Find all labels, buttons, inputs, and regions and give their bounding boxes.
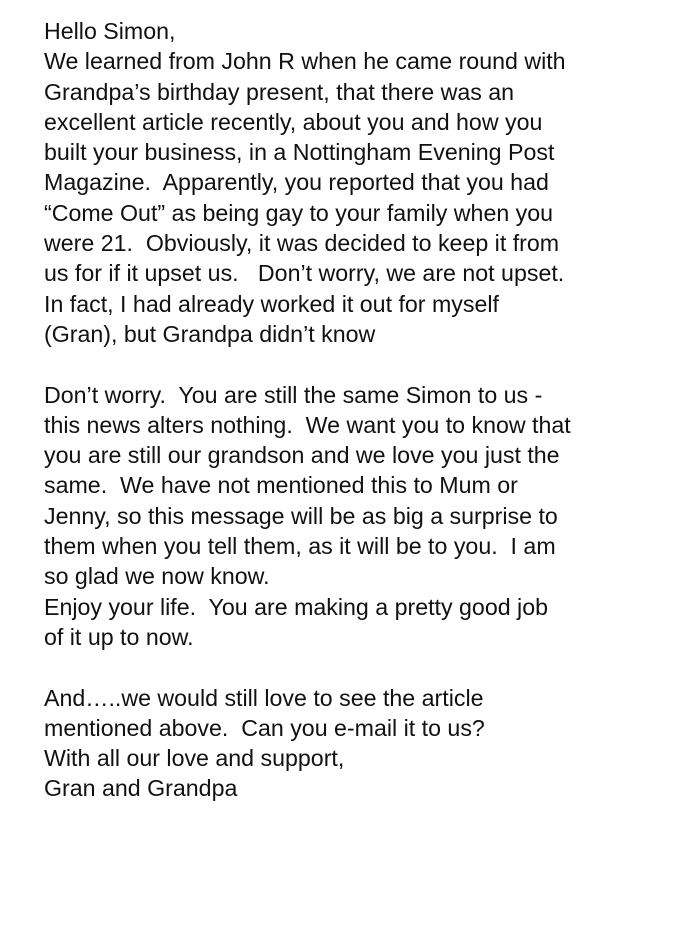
text-line: In fact, I had already worked it out for myself — [44, 290, 499, 317]
text-line: you are still our grandson and we love you just the — [44, 442, 560, 469]
text-line: (Gran), but Grandpa didn’t know — [44, 320, 376, 347]
text-line: were 21. Obviously, it was decided to keep it from — [44, 230, 560, 257]
text-line: built your business, in a Nottingham Evening Post — [44, 139, 555, 166]
text-line: of it up to now. — [44, 623, 194, 650]
paragraph-spacer — [44, 349, 684, 379]
text-line: so glad we now know. — [44, 563, 270, 590]
text-line: Magazine. Apparently, you reported that you had — [44, 169, 549, 196]
text-line: mentioned above. Can you e-mail it to us? — [44, 714, 485, 741]
text-line: same. We have not mentioned this to Mum or — [44, 472, 518, 499]
text-line: Grandpa’s birthday present, that there was an — [44, 78, 515, 105]
text-line: And…..we would still love to see the article — [44, 684, 484, 711]
paragraph-spacer — [44, 652, 684, 682]
text-line: them when you tell them, as it will be to you. I am — [44, 533, 556, 560]
closing: With all our love and support, — [44, 745, 345, 772]
text-line: this news alters nothing. We want you to know that — [44, 411, 571, 438]
paragraph-article-news — [44, 46, 684, 349]
letter-body — [44, 16, 684, 804]
text-line: excellent article recently, about you and how you — [44, 108, 543, 135]
paragraph-article-request — [44, 683, 684, 744]
text-line: We learned from John R when he came round with — [44, 48, 566, 75]
text-line: “Come Out” as being gay to your family when you — [44, 199, 554, 226]
text-line: us for if it upset us. Don’t worry, we are not upset. — [44, 260, 565, 287]
text-line: Don’t worry. You are still the same Simon to us - — [44, 381, 543, 408]
signature: Gran and Grandpa — [44, 775, 238, 802]
greeting: Hello Simon, — [44, 18, 176, 44]
text-line: Enjoy your life. You are making a pretty good job — [44, 593, 548, 620]
paragraph-reassurance — [44, 380, 684, 592]
text-line: Jenny, so this message will be as big a surprise to — [44, 502, 558, 529]
paragraph-enjoy-life — [44, 592, 684, 653]
